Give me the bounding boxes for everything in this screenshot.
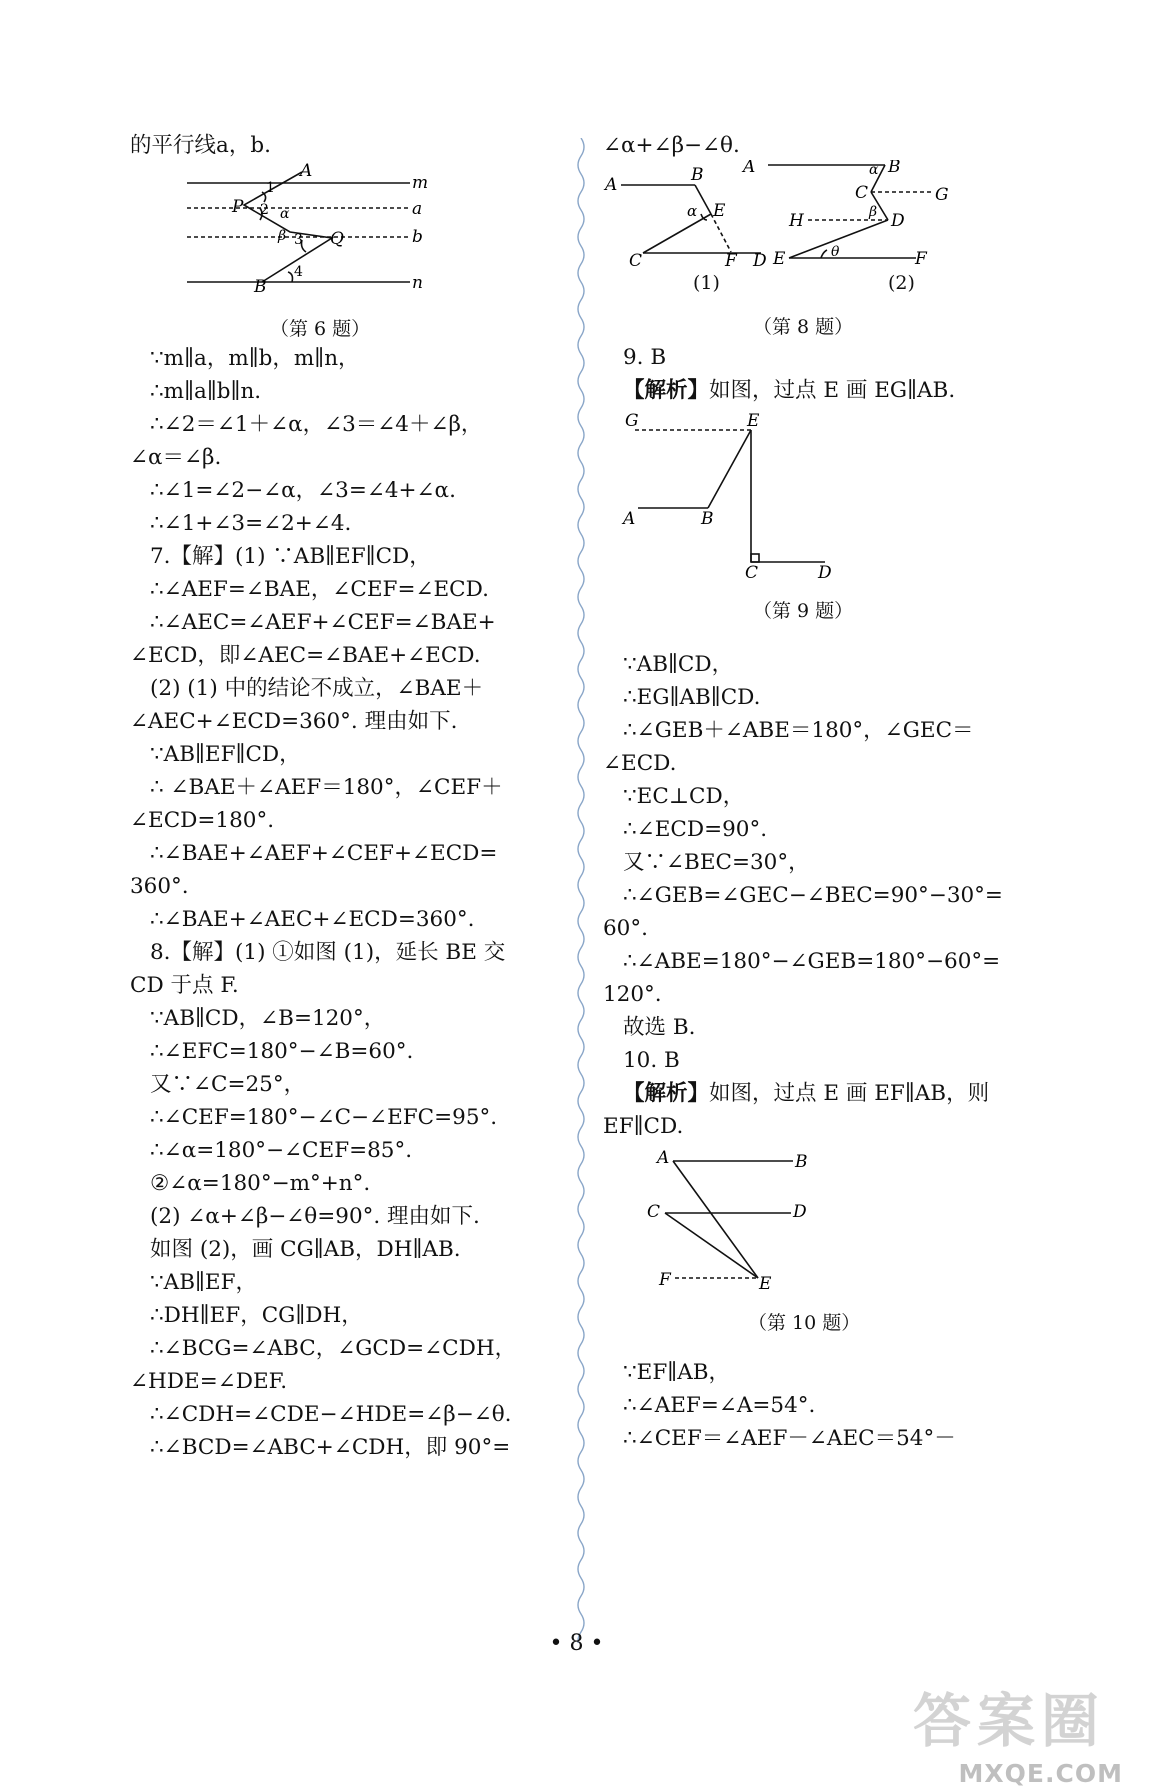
figure-8-caption: （第 8 题） — [753, 316, 854, 338]
fig9-label-C: C — [745, 563, 759, 580]
text-line: ∴DH∥EF，CG∥DH， — [150, 1303, 363, 1328]
fig8b-label-C: C — [855, 183, 869, 203]
text-line: ∴∠BAE+∠AEC+∠ECD=360°. — [150, 907, 475, 932]
fig8b-label-beta: β — [869, 204, 878, 220]
text-line: ∴∠BCD=∠ABC+∠CDH，即 90°= — [150, 1435, 511, 1460]
fig9-label-E: E — [747, 411, 760, 431]
fig8-label-alpha: α — [687, 202, 698, 220]
text-line: 360°. — [130, 874, 189, 899]
text-line: ∴∠CDH=∠CDE−∠HDE=∠β−∠θ. — [150, 1402, 512, 1427]
column-divider — [574, 138, 588, 1643]
text-line: ∴∠BCG=∠ABC，∠GCD=∠CDH， — [150, 1336, 517, 1361]
text-line: ②∠α=180°−m°+n°. — [150, 1171, 371, 1196]
watermark-logo: 答案圈 — [912, 1687, 1105, 1755]
text-line: ∠AEC+∠ECD=360°. 理由如下. — [130, 709, 458, 734]
fig10-label-B: B — [795, 1152, 808, 1172]
fig8-label-E: E — [713, 201, 726, 221]
text-line: (2) ∠α+∠β−∠θ=90°. 理由如下. — [150, 1204, 480, 1229]
text-line: ∵AB∥CD， — [623, 652, 734, 677]
text-line: 7.【解】(1) ∵AB∥EF∥CD， — [150, 544, 431, 569]
fig9-label-B: B — [701, 509, 714, 529]
figure-6-diagram — [182, 160, 512, 300]
text-line: 又∵∠C=25°， — [150, 1072, 306, 1097]
label-2: 2 — [260, 202, 269, 218]
fig8-label-A: A — [605, 175, 618, 195]
text-line: ∴∠α=180°−∠CEF=85°. — [150, 1138, 413, 1163]
text-line: ∵EC⊥CD， — [623, 784, 745, 809]
text-line: ∴∠ABE=180°−∠GEB=180°−60°= — [623, 949, 1001, 974]
fig10-label-A: A — [657, 1148, 670, 1168]
fig8b-label-theta: θ — [831, 244, 840, 260]
fig8b-label-E: E — [773, 249, 786, 269]
text-line: ∴∠AEC=∠AEF+∠CEF=∠BAE+ — [150, 610, 496, 635]
analysis-text: 如图，过点 E 画 EF∥AB，则 — [709, 1081, 990, 1106]
fig8b-label-alpha: α — [869, 162, 879, 178]
text-line: 如图 (2)，画 CG∥AB，DH∥AB. — [150, 1237, 461, 1262]
label-B: B — [254, 277, 267, 297]
fig10-label-F: F — [659, 1270, 671, 1290]
text-line: ∴ ∠BAE＋∠AEF＝180°，∠CEF＋ — [150, 775, 503, 800]
text-line: ∠HDE=∠DEF. — [130, 1369, 288, 1394]
text-line: 又∵∠BEC=30°， — [623, 850, 810, 875]
text-line: ∠α＝∠β. — [130, 445, 222, 470]
figure-8-sub-1: (1) — [693, 272, 720, 294]
fig8-label-B: B — [691, 165, 704, 185]
text-line: ∴∠CEF＝∠AEF－∠AEC＝54°－ — [623, 1426, 956, 1451]
text-line: CD 于点 F. — [130, 973, 239, 998]
fig8b-label-H: H — [789, 211, 804, 231]
analysis-tag: 【解析】 — [623, 378, 710, 403]
label-b: b — [412, 227, 423, 247]
analysis-text: 如图，过点 E 画 EG∥AB. — [709, 378, 956, 403]
zigzag-path — [244, 172, 332, 282]
text-line: ∴∠AEF=∠A=54°. — [623, 1393, 816, 1418]
text-line: ∵EF∥AB， — [623, 1360, 731, 1385]
text-line: 8.【解】(1) ①如图 (1)，延长 BE 交 — [150, 940, 506, 965]
label-1: 1 — [266, 180, 275, 196]
text-line: (2) (1) 中的结论不成立，∠BAE＋ — [150, 676, 484, 701]
fig10-label-D: D — [793, 1202, 807, 1222]
text-line: ∴∠1+∠3=∠2+∠4. — [150, 511, 352, 536]
figure-9-diagram — [613, 410, 873, 580]
fig9-label-D: D — [818, 563, 832, 580]
text-line: ∴∠ECD=90°. — [623, 817, 768, 842]
figure-10-diagram — [643, 1145, 873, 1295]
fig8-label-D: D — [753, 251, 767, 271]
label-a: a — [412, 199, 423, 219]
label-m: m — [412, 173, 429, 193]
fig8-label-C: C — [629, 251, 643, 271]
text-line: 60°. — [603, 916, 648, 941]
fig8b-label-G: G — [935, 185, 949, 205]
text-line: ∴∠EFC=180°−∠B=60°. — [150, 1039, 414, 1064]
fig8b-label-F: F — [915, 249, 927, 269]
label-alpha: α — [280, 206, 290, 222]
text-line: ∠ECD，即∠AEC=∠BAE+∠ECD. — [130, 643, 481, 668]
figure-8-diagram — [603, 160, 1043, 290]
fig10-label-C: C — [647, 1202, 661, 1222]
text-line: 故选 B. — [623, 1015, 696, 1040]
text-line: ∴m∥a∥b∥n. — [150, 379, 262, 404]
label-Q: Q — [330, 229, 344, 249]
text-line: ∴∠1=∠2−∠α，∠3=∠4+∠α. — [150, 478, 456, 503]
text-line: ∴∠CEF=180°−∠C−∠EFC=95°. — [150, 1105, 498, 1130]
text-line: ∵m∥a，m∥b，m∥n， — [150, 346, 360, 371]
text-line: 9. B — [623, 345, 667, 370]
text-line: ∵AB∥EF∥CD， — [150, 742, 301, 767]
figure-10-caption: （第 10 题） — [748, 1312, 861, 1334]
figure-9-caption: （第 9 题） — [753, 600, 854, 622]
figure-6-caption: （第 6 题） — [270, 318, 371, 340]
label-beta: β — [278, 228, 287, 244]
text-line: ∴∠AEF=∠BAE，∠CEF=∠ECD. — [150, 577, 489, 602]
label-n: n — [412, 273, 423, 293]
page-number: • 8 • — [549, 1631, 604, 1656]
fig8b-label-A: A — [743, 160, 756, 177]
fig9-label-G: G — [625, 411, 639, 431]
label-P: P — [232, 197, 244, 217]
text-line: ∠ECD. — [603, 751, 677, 776]
text-line: 的平行线a，b. — [130, 133, 271, 158]
analysis-tag: 【解析】 — [623, 1081, 710, 1106]
text-line: EF∥CD. — [603, 1114, 684, 1139]
fig8-label-F: F — [725, 251, 737, 271]
figure-8-sub-2: (2) — [888, 272, 915, 294]
text-line: ∵AB∥EF， — [150, 1270, 258, 1295]
text-line: ∵AB∥CD，∠B=120°， — [150, 1006, 386, 1031]
watermark-url: MXQE.COM — [958, 1759, 1123, 1788]
fig8b-label-B: B — [888, 160, 901, 177]
text-line: ∴∠BAE+∠AEF+∠CEF+∠ECD= — [150, 841, 498, 866]
text-line: ∴∠GEB＋∠ABE＝180°，∠GEC＝ — [623, 718, 974, 743]
label-3: 3 — [294, 232, 303, 248]
text-line: 10. B — [623, 1048, 680, 1073]
text-line: ∠ECD=180°. — [130, 808, 275, 833]
fig9-label-A: A — [623, 509, 636, 529]
text-line: ∴EG∥AB∥CD. — [623, 685, 761, 710]
text-line: ∠α+∠β−∠θ. — [603, 133, 740, 158]
text-line: ∴∠GEB=∠GEC−∠BEC=90°−30°= — [623, 883, 1003, 908]
text-line: ∴∠2＝∠1＋∠α，∠3＝∠4＋∠β， — [150, 412, 483, 437]
text-line — [623, 1079, 989, 1109]
fig8b-label-D: D — [891, 211, 905, 231]
label-4: 4 — [294, 264, 303, 280]
text-line — [623, 376, 955, 406]
label-A: A — [300, 161, 313, 181]
text-line: 120°. — [603, 982, 662, 1007]
fig10-label-E: E — [759, 1274, 772, 1294]
